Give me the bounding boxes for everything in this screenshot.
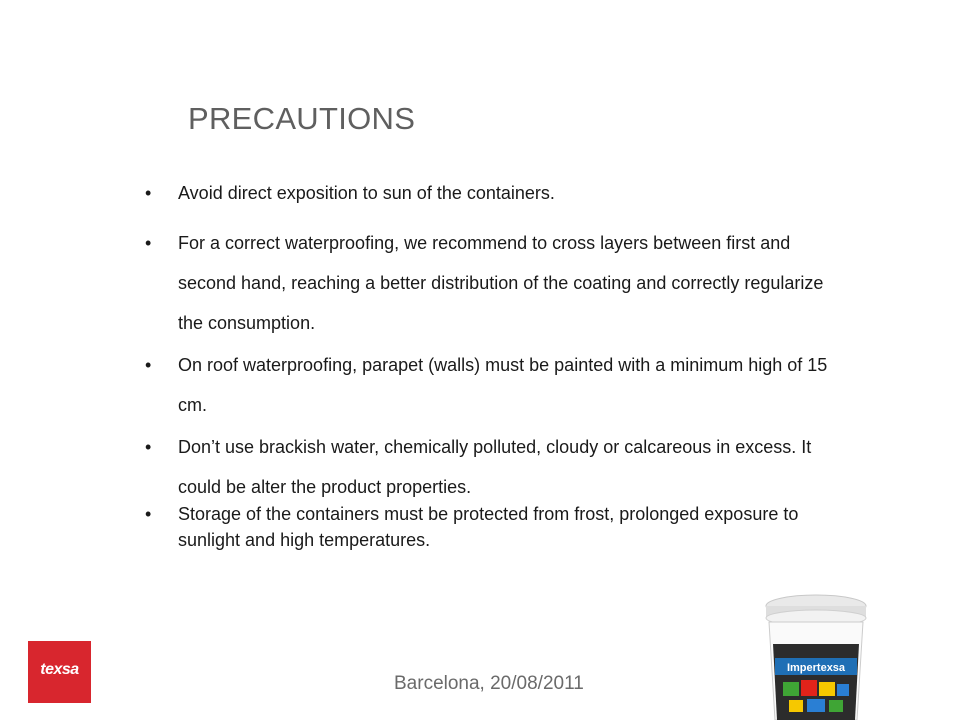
bullet-dot: • xyxy=(145,183,152,203)
bullet-item xyxy=(145,223,845,343)
bucket-brand-text: Impertexsa xyxy=(786,662,846,674)
paint-bucket-icon xyxy=(757,592,875,720)
footer-date: Barcelona, 20/08/2011 xyxy=(394,673,584,694)
bullet-text: For a correct waterproofing, we recommend to cross layers between first and second hand, reaching a better distribution of the coating and correctly regularize the consumption. xyxy=(178,233,824,333)
bullet-item xyxy=(145,501,845,553)
bullet-item xyxy=(145,181,845,205)
bullet-item xyxy=(145,427,845,507)
bullet-text: Avoid direct exposition to sun of the containers. xyxy=(178,183,555,203)
logo-text: texsa xyxy=(40,661,79,678)
texsa-logo xyxy=(28,641,91,703)
bullet-text: Storage of the containers must be protected from frost, prolonged exposure to sunlight and high temperatures. xyxy=(178,504,799,550)
bullet-dot: • xyxy=(145,437,152,457)
bullet-item xyxy=(145,345,845,425)
bullet-dot: • xyxy=(145,504,152,524)
bullet-dot: • xyxy=(145,355,152,375)
bullet-text: On roof waterproofing, parapet (walls) must be painted with a minimum high of 15 cm. xyxy=(178,355,828,415)
slide-title: PRECAUTIONS xyxy=(188,101,416,136)
bullet-dot: • xyxy=(145,233,152,253)
bullet-text: Don’t use brackish water, chemically polluted, cloudy or calcareous in excess. It could be alter the product properties. xyxy=(178,437,812,497)
